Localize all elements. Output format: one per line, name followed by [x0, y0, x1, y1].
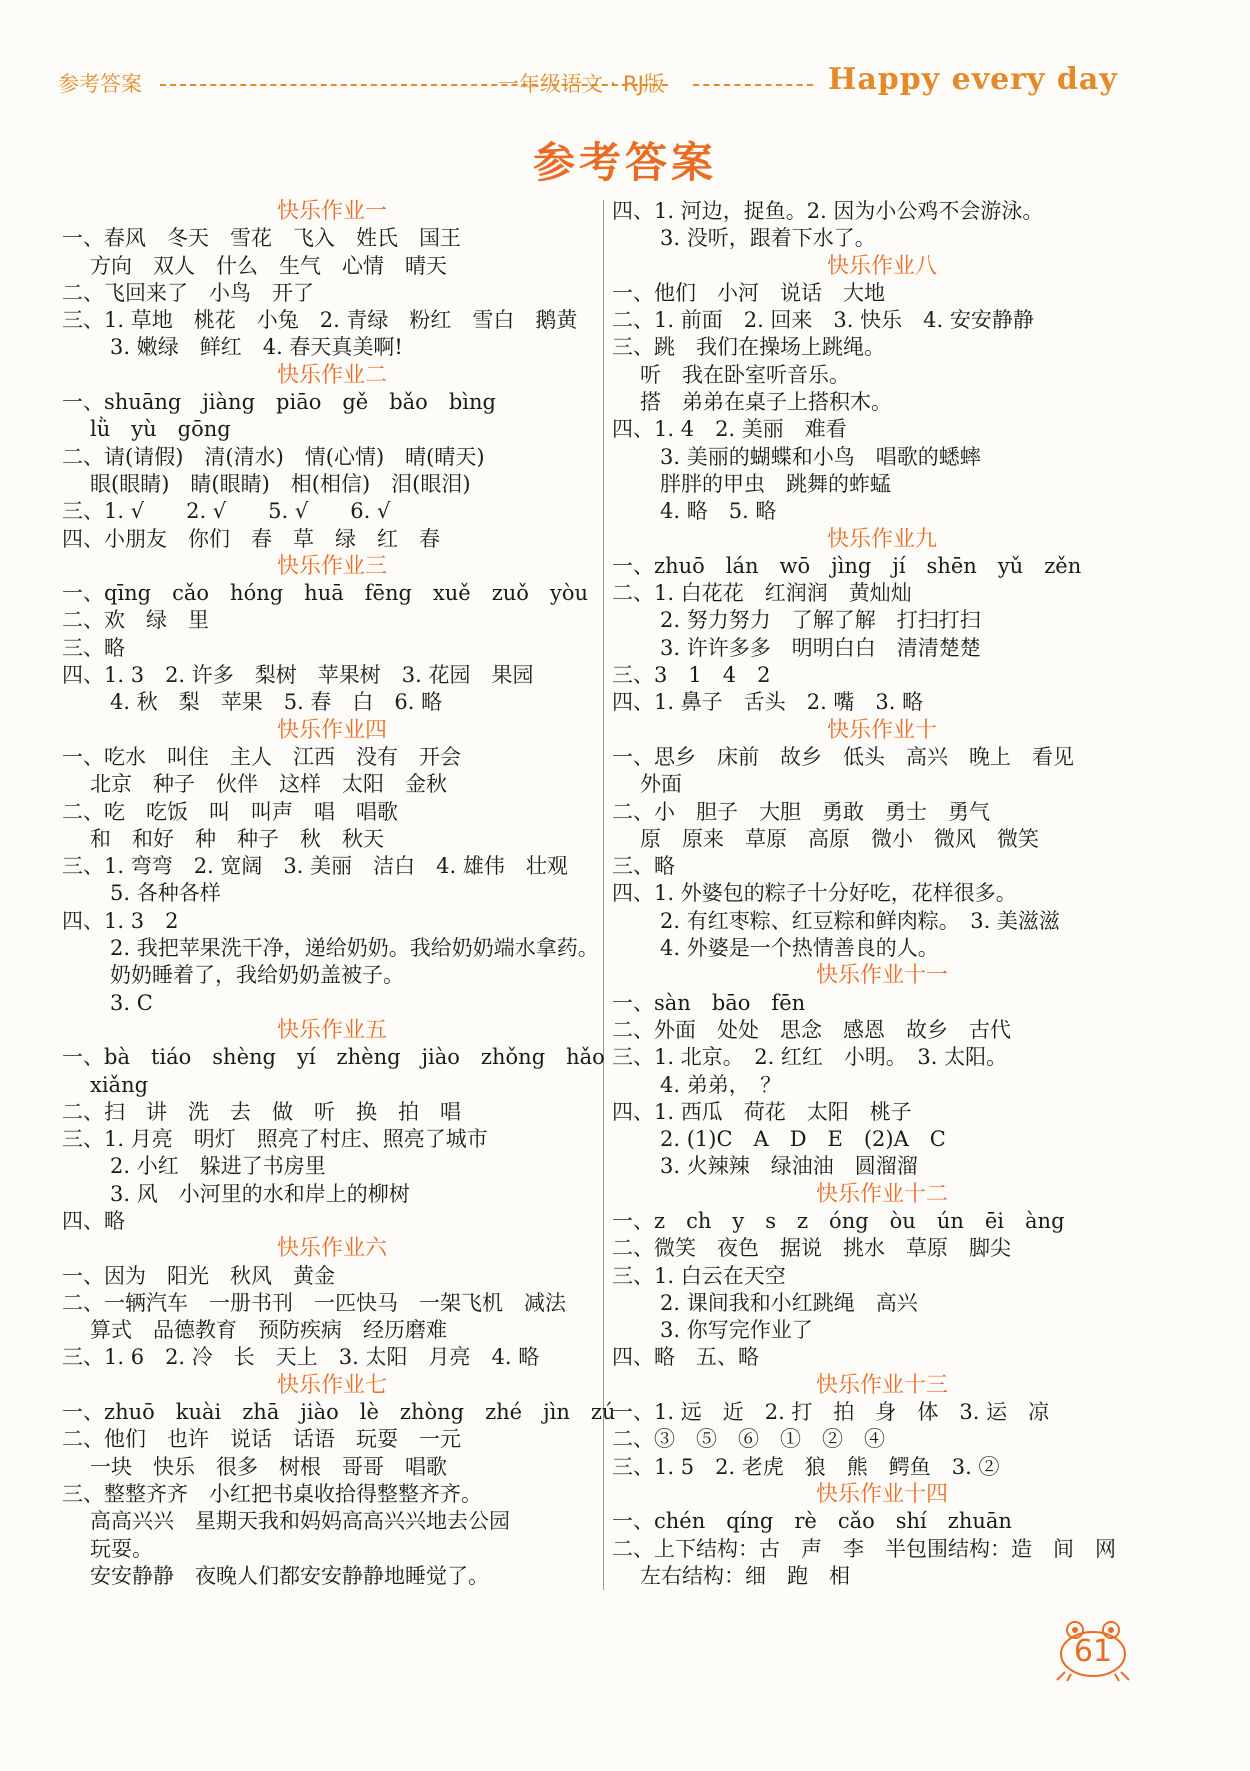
header-left-label: 参考答案 — [58, 72, 142, 96]
page-title: 参考答案 — [532, 138, 717, 187]
answer-line: 一、zhuō kuài zhā jiào lè zhòng zhé jìn zú — [62, 1400, 616, 1425]
answer-line: xiǎng — [90, 1072, 149, 1097]
section-heading: 快乐作业六 — [276, 1236, 387, 1262]
header-subject-label: 一年级语文 · RJ版 — [498, 72, 665, 96]
answer-line: 一、春风 冬天 雪花 飞入 姓氏 国王 — [62, 226, 461, 251]
header-slogan: Happy every day — [828, 62, 1118, 97]
section-heading: 快乐作业一 — [276, 199, 387, 224]
answer-line: 4. 略 5. 略 — [660, 499, 777, 524]
page-number-badge — [1055, 1620, 1131, 1682]
answer-line: 二、微笑 夜色 据说 挑水 草原 脚尖 — [612, 1236, 1011, 1261]
section-heading: 快乐作业五 — [276, 1017, 387, 1043]
answer-line: 二、吃 吃饭 叫 叫声 唱 唱歌 — [62, 799, 398, 824]
column-divider — [603, 200, 604, 1590]
answer-line: 二、上下结构：古 声 李 半包围结构：造 间 网 — [612, 1536, 1116, 1561]
left-column — [62, 198, 616, 1590]
answer-line: 一、sàn bāo fēn — [612, 990, 806, 1015]
answer-line: 四、1. 河边，捉鱼。2. 因为小公鸡不会游泳。 — [612, 199, 1044, 223]
section-heading: 快乐作业十一 — [815, 963, 948, 989]
section-heading: 快乐作业九 — [826, 526, 937, 552]
answer-line: 四、1. 鼻子 舌头 2. 嘴 3. 略 — [612, 690, 924, 715]
answer-line: 搭 弟弟在桌子上搭积木。 — [640, 390, 892, 415]
answer-line: 三、略 — [612, 854, 675, 879]
answer-line: 3. 美丽的蝴蝶和小鸟 唱歌的蟋蟀 — [660, 444, 981, 469]
answer-line: 一、qīng cǎo hóng huā fēng xuě zuǒ yòu — [62, 581, 588, 606]
answer-line: 二、飞回来了 小鸟 开了 — [62, 280, 314, 305]
header-dash-right — [693, 84, 813, 86]
answer-line: 三、1. 草地 桃花 小兔 2. 青绿 粉红 雪白 鹅黄 — [62, 308, 578, 333]
answer-line: 3. C — [110, 990, 153, 1015]
answer-line: 左右结构：细 跑 相 — [640, 1563, 850, 1588]
answer-line: 一、chén qíng rè cǎo shí zhuān — [612, 1509, 1012, 1534]
answer-line: 二、1. 前面 2. 回来 3. 快乐 4. 安安静静 — [612, 308, 1034, 333]
answer-line: 3. 火辣辣 绿油油 圆溜溜 — [660, 1154, 918, 1179]
answer-line: 和 和好 种 种子 秋 秋天 — [90, 826, 384, 851]
answer-line: 三、跳 我们在操场上跳绳。 — [612, 335, 885, 360]
section-heading: 快乐作业四 — [276, 717, 387, 743]
answer-line: 2. 努力努力 了解了解 打扫打扫 — [660, 608, 981, 633]
answer-line: 4. 弟弟， ？ — [660, 1072, 782, 1097]
answer-line: 2. 小红 躲进了书房里 — [110, 1154, 326, 1179]
answer-line: 3. 许许多多 明明白白 清清楚楚 — [660, 635, 981, 660]
answer-line: 2. (1)C A D E (2)A C — [660, 1127, 946, 1152]
answer-line: 一、shuāng jiàng piāo gě bǎo bìng — [62, 390, 496, 415]
answer-line: 三、略 — [62, 635, 125, 660]
answer-line: 一、因为 阳光 秋风 黄金 — [62, 1263, 335, 1288]
answer-line: 二、③ ⑤ ⑥ ① ② ④ — [612, 1427, 885, 1452]
answer-line: 4. 外婆是一个热情善良的人。 — [660, 936, 939, 961]
answer-line: 一块 快乐 很多 树根 哥哥 唱歌 — [90, 1454, 447, 1479]
answer-line: 三、1. 白云在天空 — [612, 1263, 786, 1288]
answer-line: 安安静静 夜晚人们都安安静静地睡觉了。 — [90, 1563, 489, 1588]
answer-line: 三、整整齐齐 小红把书桌收拾得整整齐齐。 — [62, 1481, 482, 1506]
answer-line: 三、1. 6 2. 冷 长 天上 3. 太阳 月亮 4. 略 — [62, 1345, 540, 1370]
answer-line: 四、1. 外婆包的粽子十分好吃，花样很多。 — [612, 881, 1017, 906]
section-heading: 快乐作业三 — [276, 553, 387, 579]
answer-line: 奶奶睡着了，我给奶奶盖被子。 — [110, 963, 404, 988]
answer-line: 一、他们 小河 说话 大地 — [612, 280, 885, 305]
answer-line: 胖胖的甲虫 跳舞的蚱蜢 — [660, 471, 891, 496]
answer-line: 二、他们 也许 说话 话语 玩耍 一元 — [62, 1427, 461, 1452]
right-column — [612, 198, 1152, 1590]
answer-line: lǜ yù gōng — [90, 417, 231, 442]
page-number: 61 — [1073, 1634, 1113, 1669]
answer-line: 二、请(请假) 清(清水) 情(心情) 晴(晴天) — [62, 444, 485, 469]
answer-line: 4. 秋 梨 苹果 5. 春 白 6. 略 — [110, 690, 443, 715]
answer-line: 三、1. √ 2. √ 5. √ 6. √ — [62, 499, 391, 524]
answer-line: 眼(眼睛) 睛(眼睛) 相(相信) 泪(眼泪) — [90, 471, 471, 496]
answer-line: 一、z ch y s z óng òu ún ēi àng — [612, 1208, 1065, 1233]
section-heading: 快乐作业二 — [276, 362, 387, 388]
answer-line: 5. 各种各样 — [110, 881, 221, 906]
answer-line: 3. 风 小河里的水和岸上的柳树 — [110, 1181, 410, 1206]
answer-line: 2. 我把苹果洗干净，递给奶奶。我给奶奶端水拿药。 — [110, 936, 599, 961]
answer-line: 2. 课间我和小红跳绳 高兴 — [660, 1290, 918, 1315]
section-heading: 快乐作业七 — [276, 1372, 387, 1398]
answer-line: 一、吃水 叫住 主人 江西 没有 开会 — [62, 744, 461, 769]
answer-line: 算式 品德教育 预防疾病 经历磨难 — [90, 1318, 447, 1343]
answer-line: 原 原来 草原 高原 微小 微风 微笑 — [640, 826, 1039, 851]
answer-line: 四、1. 4 2. 美丽 难看 — [612, 417, 847, 442]
answer-line: 四、小朋友 你们 春 草 绿 红 春 — [62, 526, 440, 551]
answer-line: 二、一辆汽车 一册书刊 一匹快马 一架飞机 减法 — [62, 1290, 566, 1315]
answer-line: 一、思乡 床前 故乡 低头 高兴 晚上 看见 — [612, 744, 1074, 769]
section-heading: 快乐作业八 — [826, 253, 937, 279]
page-header — [58, 62, 1138, 102]
answer-line: 四、1. 西瓜 荷花 太阳 桃子 — [612, 1099, 912, 1124]
answer-line: 听 我在卧室听音乐。 — [640, 362, 850, 387]
answer-line: 3. 嫩绿 鲜红 4. 春天真美啊! — [110, 335, 403, 360]
answer-line: 玩耍。 — [90, 1536, 153, 1561]
answer-line: 四、略 — [62, 1208, 125, 1233]
section-heading: 快乐作业十 — [826, 717, 937, 743]
answer-line: 外面 — [640, 772, 682, 797]
answer-line: 3. 你写完作业了 — [660, 1318, 813, 1343]
answer-line: 二、1. 白花花 红润润 黄灿灿 — [612, 581, 912, 606]
answer-line: 三、1. 5 2. 老虎 狼 熊 鳄鱼 3. ② — [612, 1454, 1000, 1479]
answer-line: 北京 种子 伙伴 这样 太阳 金秋 — [90, 772, 447, 797]
answer-line: 2. 有红枣粽、红豆粽和鲜肉粽。 3. 美滋滋 — [660, 908, 1060, 933]
answer-line: 三、1. 月亮 明灯 照亮了村庄、照亮了城市 — [62, 1127, 488, 1152]
answer-line: 二、外面 处处 思念 感恩 故乡 古代 — [612, 1017, 1011, 1042]
answer-line: 三、1. 北京。 2. 红红 小明。 3. 太阳。 — [612, 1045, 1008, 1070]
answer-line: 一、1. 远 近 2. 打 拍 身 体 3. 运 凉 — [612, 1400, 1050, 1425]
answer-line: 3. 没听，跟着下水了。 — [660, 226, 876, 251]
answer-line: 三、3 1 4 2 — [612, 663, 771, 688]
answer-line: 一、bà tiáo shèng yí zhèng jiào zhǒng hǎo — [62, 1045, 605, 1070]
answer-line: 四、略 五、略 — [612, 1345, 759, 1370]
section-heading: 快乐作业十二 — [815, 1181, 948, 1207]
answer-line: 四、1. 3 2. 许多 梨树 苹果树 3. 花园 果园 — [62, 663, 534, 688]
section-heading: 快乐作业十四 — [815, 1481, 948, 1507]
answer-line: 二、欢 绿 里 — [62, 608, 209, 633]
answer-line: 二、小 胆子 大胆 勇敢 勇士 勇气 — [612, 799, 990, 824]
answer-line: 二、扫 讲 洗 去 做 听 换 拍 唱 — [62, 1099, 461, 1124]
section-heading: 快乐作业十三 — [815, 1372, 948, 1398]
answer-line: 一、zhuō lán wō jìng jí shēn yǔ zěn — [612, 553, 1082, 578]
answer-line: 高高兴兴 星期天我和妈妈高高兴兴地去公园 — [90, 1509, 510, 1534]
answer-line: 方向 双人 什么 生气 心情 晴天 — [90, 253, 447, 278]
answer-line: 三、1. 弯弯 2. 宽阔 3. 美丽 洁白 4. 雄伟 壮观 — [62, 854, 568, 879]
answer-line: 四、1. 3 2 — [62, 908, 179, 933]
